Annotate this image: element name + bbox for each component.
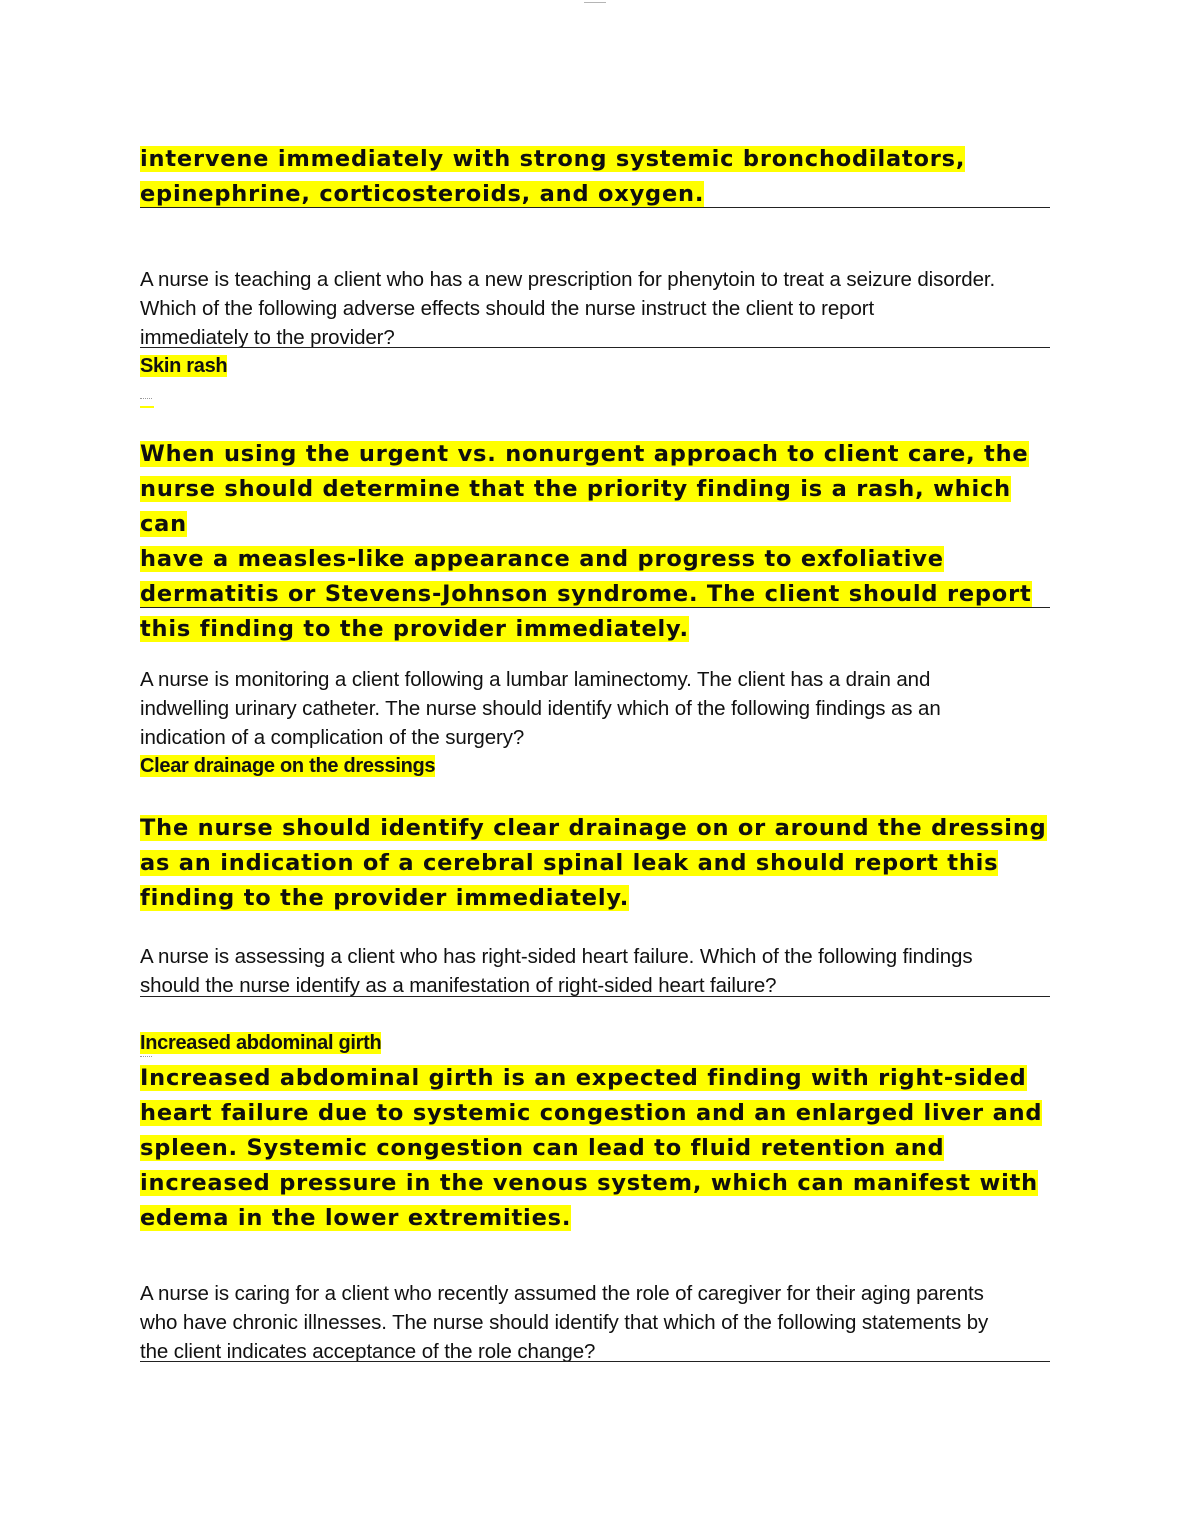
explanation-line: When using the urgent vs. nonurgent approach to client care, the (140, 441, 1029, 467)
answer-label: Skin rash (140, 355, 228, 377)
spacer-mark (140, 398, 152, 399)
question-block (140, 665, 1050, 752)
answer-label: Clear drainage on the dressings (140, 755, 436, 777)
question-text (140, 942, 1050, 1000)
highlight-mark (140, 406, 154, 408)
question-block (140, 265, 1050, 352)
explanation-block (140, 1061, 1050, 1236)
divider-line (140, 1361, 1050, 1362)
divider-line (140, 607, 1050, 608)
question-line: A nurse is teaching a client who has a new prescription for phenytoin to treat a seizure disorder. (140, 268, 996, 291)
answer-text (140, 352, 1050, 380)
explanation-text (140, 811, 1050, 916)
explanation-text (140, 437, 1050, 647)
explanation-text (140, 1061, 1050, 1236)
question-line: A nurse is assessing a client who has right-sided heart failure. Which of the following findings (140, 945, 973, 968)
question-line: indwelling urinary catheter. The nurse should identify which of the following findings as an (140, 697, 941, 720)
answer-text (140, 1029, 1050, 1057)
explanation-block (140, 142, 1050, 212)
explanation-line: heart failure due to systemic congestion and an enlarged liver and (140, 1100, 1043, 1126)
question-line: indication of a complication of the surgery? (140, 726, 525, 749)
question-line: should the nurse identify as a manifestation of right-sided heart failure? (140, 974, 777, 997)
explanation-line: increased pressure in the venous system, which can manifest with (140, 1170, 1038, 1196)
explanation-block (140, 811, 1050, 916)
explanation-line: nurse should determine that the priority finding is a rash, which can (140, 476, 1011, 537)
explanation-line: finding to the provider immediately. (140, 885, 630, 911)
explanation-line: spleen. Systemic congestion can lead to fluid retention and (140, 1135, 945, 1161)
answer-block (140, 352, 1050, 380)
question-line: Which of the following adverse effects should the nurse instruct the client to report (140, 297, 875, 320)
question-line: the client indicates acceptance of the role change? (140, 1340, 596, 1363)
explanation-line: as an indication of a cerebral spinal leak and should report this (140, 850, 999, 876)
question-block (140, 942, 1050, 1000)
question-line: who have chronic illnesses. The nurse should identify that which of the following statements by (140, 1311, 989, 1334)
question-line: immediately to the provider? (140, 326, 395, 349)
explanation-line: intervene immediately with strong systemic bronchodilators, (140, 146, 966, 172)
answer-label: Increased abdominal girth (140, 1032, 382, 1054)
question-text (140, 265, 1050, 352)
question-text (140, 665, 1050, 752)
explanation-text (140, 142, 1050, 212)
explanation-line: edema in the lower extremities. (140, 1205, 572, 1231)
explanation-line: this finding to the provider immediately. (140, 616, 689, 642)
explanation-line: Increased abdominal girth is an expected finding with right-sided (140, 1065, 1027, 1091)
answer-block (140, 752, 1050, 780)
header-mark (584, 0, 606, 3)
explanation-line: epinephrine, corticosteroids, and oxygen. (140, 181, 705, 207)
explanation-line: dermatitis or Stevens-Johnson syndrome. The client should report (140, 581, 1032, 607)
answer-block (140, 1029, 1050, 1057)
divider-line (140, 207, 1050, 208)
explanation-line: The nurse should identify clear drainage on or around the dressing (140, 815, 1047, 841)
question-text (140, 1279, 1050, 1366)
divider-line (140, 996, 1050, 997)
question-line: A nurse is caring for a client who recently assumed the role of caregiver for their aging parents (140, 1282, 984, 1305)
explanation-line: have a measles-like appearance and progress to exfoliative (140, 546, 944, 572)
question-block (140, 1279, 1050, 1366)
explanation-block (140, 437, 1050, 647)
answer-text (140, 752, 1050, 780)
divider-line (140, 347, 1050, 348)
question-line: A nurse is monitoring a client following a lumbar laminectomy. The client has a drain and (140, 668, 931, 691)
spacer-mark (140, 1056, 152, 1057)
